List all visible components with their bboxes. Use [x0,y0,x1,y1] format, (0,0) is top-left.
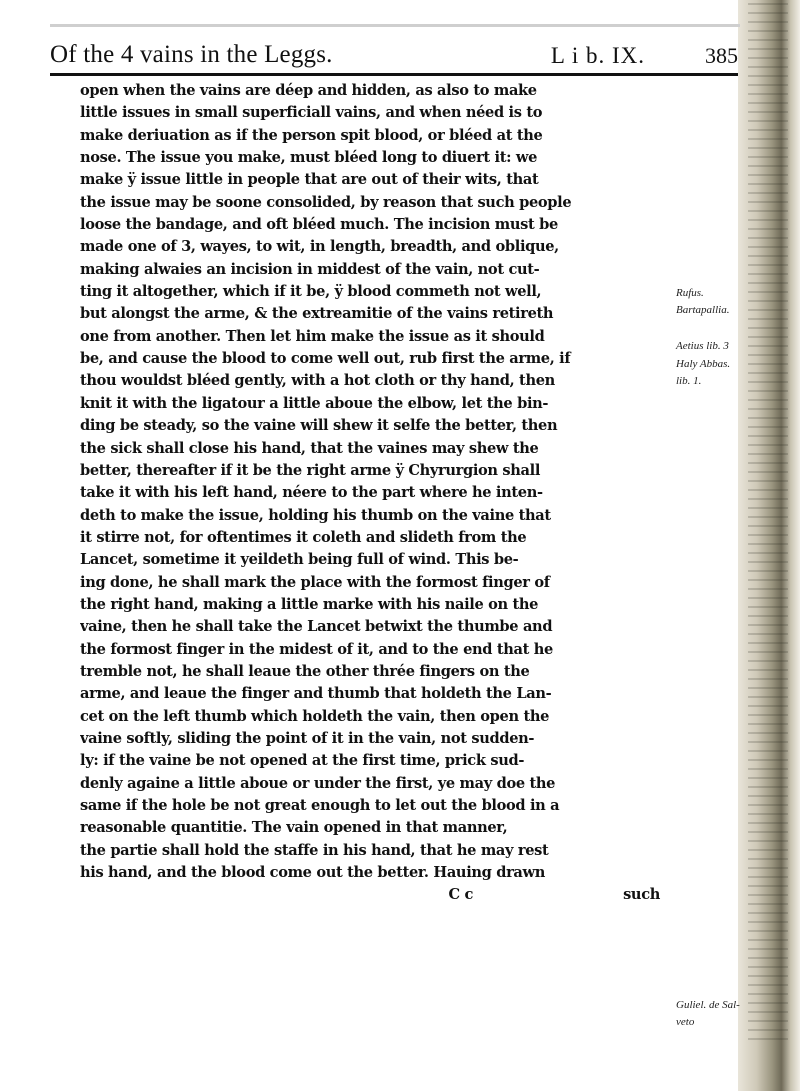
binding-texture [748,0,788,1040]
text-line: same if the hole be not great enough to let out the blood in a [80,797,560,814]
text-line: better, thereafter if it be the right arme ÿ Chyrurgion shall [80,461,541,479]
text-line: nose. The issue you make, must bléed long to diuert it: we [80,149,538,167]
text-line: his hand, and the blood come out the better. Hauing drawn [80,864,546,882]
text-line: but alongst the arme, & the extreamitie of the vains retireth [80,305,554,323]
text-line: one from another. Then let him make the issue as it should [80,327,545,345]
text-line: ting it altogether, which if it be, ÿ blood commeth not well, [80,283,542,301]
header-right [551,43,738,69]
margin-note: Rufus. [676,287,704,299]
text-line: denly againe a little aboue or under the first, ye may doe the [80,774,556,792]
text-line: vaine softly, sliding the point of it in the vain, not sudden- [80,729,535,747]
book-number: L i b. IX. [550,43,645,68]
body-text [80,80,670,907]
text-line: thou wouldst bléed gently, with a hot cloth or thy hand, then [80,372,555,390]
text-line: little issues in small superficiall vains, and when néed is to [80,104,543,122]
text-line: open when the vains are déep and hidden, as also to make [80,82,537,99]
margin-note: Guliel. de Sal- [676,999,740,1011]
text-line: made one of 3, wayes, to wit, in length, breadth, and oblique, [80,238,559,256]
text-line: the issue may be soone consolided, by reason that such people [80,193,572,211]
text-line: loose the bandage, and oft bléed much. The incision must be [80,216,558,234]
text-line: the sick shall close his hand, that the vaines may shew the [80,439,539,457]
text-line: ing done, he shall mark the place with the formost finger of [80,573,550,591]
text-line: knit it with the ligatour a little aboue the elbow, let the bin- [80,394,549,412]
text-line: it stirre not, for oftentimes it coleth and slideth from the [80,528,527,546]
text-line: arme, and leaue the finger and thumb that holdeth the Lan- [80,685,552,703]
text-line: the partie shall hold the staffe in his hand, that he may rest [80,841,549,859]
text-line: tremble not, he shall leaue the other thrée fingers on the [80,662,530,680]
margin-note: Aetius lib. 3 [676,340,729,352]
text-line: deth to make the issue, holding his thumb on the vaine that [80,506,551,524]
text-line: make deriuation as if the person spit blood, or bléed at the [80,126,543,144]
text-line: make ÿ issue little in people that are out of their wits, that [80,171,539,189]
text-line: Lancet, sometime it yeildeth being full of wind. This be- [80,551,519,569]
text-line: making alwaies an incision in middest of the vain, not cut- [80,260,540,278]
catchword-line [80,884,670,906]
margin-note: veto [676,1016,695,1028]
margin-note: Bartapallia. [676,304,730,316]
text-line: vaine, then he shall take the Lancet betwixt the thumbe and [80,618,553,636]
margin-note: Haly Abbas. [676,358,731,370]
text-line: the right hand, making a little marke with his naile on the [80,595,539,613]
text-line: cet on the left thumb which holdeth the vain, then open the [80,707,550,725]
catchword: such [623,886,660,904]
text-line: ly: if the vaine be not opened at the first time, prick sud- [80,752,525,770]
margin-note: lib. 1. [676,375,702,387]
signature-mark: C c [448,886,474,904]
text-line: the formost finger in the midest of it, and to the end that he [80,640,553,658]
top-rule [50,24,740,27]
page-number: 385 [705,43,738,68]
running-head: Of the 4 vains in the Leggs. [50,41,333,68]
page-header [50,36,738,76]
text-line: be, and cause the blood to come well out, rub first the arme, if [80,350,571,368]
text-line: take it with his left hand, néere to the part where he inten- [80,484,543,502]
text-line: reasonable quantitie. The vain opened in that manner, [80,819,508,837]
text-line: ding be steady, so the vaine will shew it selfe the better, then [80,417,558,435]
